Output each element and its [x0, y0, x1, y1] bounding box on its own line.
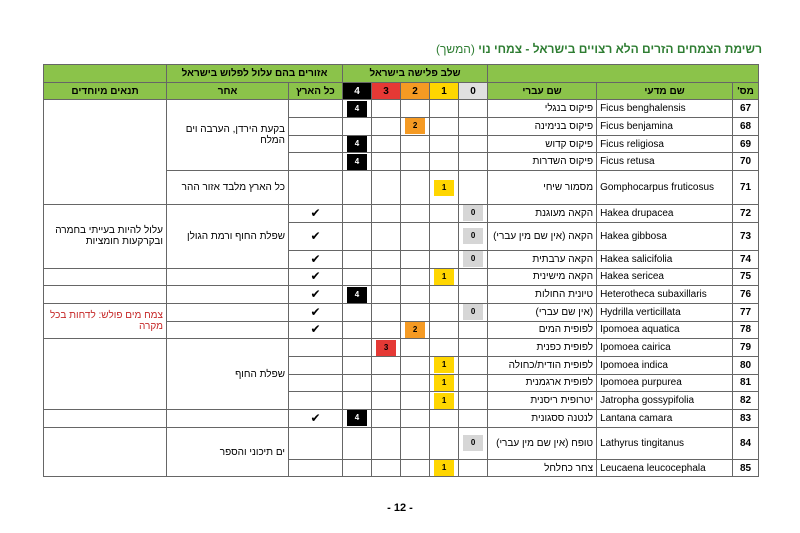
stage-cell	[401, 321, 430, 339]
row-heb: לפופית הודית/כחולה	[488, 356, 597, 374]
stage-cell	[459, 100, 488, 118]
stage-cell	[401, 459, 430, 477]
stage-cell	[430, 410, 459, 428]
row-all: ✔	[289, 222, 343, 250]
row-sci: Gomphocarpus fruticosus	[597, 171, 733, 205]
row-heb: יטרופית ריסנית	[488, 392, 597, 410]
condition-cell	[44, 100, 167, 205]
region-cell: בקעת הירדן, הערבה וים המלח	[167, 100, 289, 171]
row-sci: Ipomoea indica	[597, 356, 733, 374]
stage-cell	[372, 427, 401, 459]
stage-cell	[372, 222, 401, 250]
stage-badge: 1	[434, 375, 454, 391]
stage-cell	[459, 118, 488, 136]
stage-cell	[372, 250, 401, 268]
region-cell	[167, 303, 289, 321]
stage-cell	[459, 410, 488, 428]
region-cell	[167, 268, 289, 286]
row-num: 79	[733, 339, 759, 357]
stage-cell	[343, 339, 372, 357]
row-sci: Hakea drupacea	[597, 205, 733, 223]
stage-cell	[459, 321, 488, 339]
stage-badge: 4	[347, 136, 367, 152]
col-num: מס'	[733, 82, 759, 100]
row-num: 84	[733, 427, 759, 459]
stage-badge: 2	[405, 322, 425, 338]
col-heb: שם עברי	[488, 82, 597, 100]
header-stage: שלב פלישה בישראל	[343, 65, 488, 83]
row-heb: מסמור שיחי	[488, 171, 597, 205]
region-cell: שפלת החוף	[167, 339, 289, 410]
stage-cell	[401, 118, 430, 136]
row-sci: Ipomoea purpurea	[597, 374, 733, 392]
row-all	[289, 427, 343, 459]
row-all	[289, 356, 343, 374]
row-all	[289, 135, 343, 153]
stage-badge: 4	[347, 154, 367, 170]
condition-cell	[44, 339, 167, 410]
header-row-2	[44, 82, 759, 100]
stage-cell	[430, 321, 459, 339]
stage-cell	[401, 339, 430, 357]
stage-cell	[343, 268, 372, 286]
stage-badge: 4	[347, 287, 367, 303]
stage-cell	[372, 459, 401, 477]
stage-badge: 1	[434, 357, 454, 373]
stage-cell	[372, 392, 401, 410]
row-num: 68	[733, 118, 759, 136]
header-row-1	[44, 65, 759, 83]
stage-cell	[459, 356, 488, 374]
stage-cell	[401, 286, 430, 304]
stage-cell	[430, 356, 459, 374]
stage-cell	[343, 205, 372, 223]
table-row	[44, 410, 759, 428]
row-num: 75	[733, 268, 759, 286]
condition-cell: עלול להיות בעייתי בחמרה ובקרקעות חומציות	[44, 205, 167, 268]
row-heb: הקאה ערבתית	[488, 250, 597, 268]
row-all: ✔	[289, 286, 343, 304]
region-cell	[167, 286, 289, 304]
stage-badge: 1	[434, 269, 454, 285]
row-num: 70	[733, 153, 759, 171]
row-heb: לנטנה ססגונית	[488, 410, 597, 428]
header-empty	[488, 65, 759, 83]
stage-cell	[343, 374, 372, 392]
stage-badge: 0	[463, 251, 483, 267]
row-all: ✔	[289, 303, 343, 321]
condition-cell	[44, 427, 167, 477]
stage-cell	[372, 171, 401, 205]
stage-cell	[401, 135, 430, 153]
row-sci: Ficus benjamina	[597, 118, 733, 136]
stage-cell	[372, 268, 401, 286]
stage-cell	[372, 205, 401, 223]
stage-cell	[430, 392, 459, 410]
stage-cell	[430, 374, 459, 392]
stage-cell	[430, 205, 459, 223]
row-all: ✔	[289, 321, 343, 339]
stage-cell	[430, 153, 459, 171]
table-row	[44, 205, 759, 223]
stage-cell	[343, 356, 372, 374]
stage-cell	[372, 118, 401, 136]
stage-cell	[372, 374, 401, 392]
stage-badge: 4	[347, 410, 367, 426]
row-heb: פיקוס השדרות	[488, 153, 597, 171]
region-cell: שפלת החוף ורמת הגולן	[167, 205, 289, 268]
row-heb: פיקוס קדוש	[488, 135, 597, 153]
col-sci: שם מדעי	[597, 82, 733, 100]
condition-cell	[44, 286, 167, 304]
row-heb: לפופית ארגמנית	[488, 374, 597, 392]
row-heb: הקאה (אין שם מין עברי)	[488, 222, 597, 250]
row-num: 69	[733, 135, 759, 153]
stage-cell	[459, 459, 488, 477]
table-row	[44, 339, 759, 357]
row-sci: Ficus benghalensis	[597, 100, 733, 118]
stage-cell	[372, 100, 401, 118]
stage-cell	[343, 286, 372, 304]
stage-cell	[372, 356, 401, 374]
stage-cell	[372, 339, 401, 357]
stage-cell	[401, 356, 430, 374]
stage-badge: 0	[463, 228, 483, 244]
row-all	[289, 392, 343, 410]
stage-cell	[459, 339, 488, 357]
stage-cell	[459, 153, 488, 171]
col-stage-4: 4	[343, 82, 372, 100]
row-all: ✔	[289, 250, 343, 268]
stage-cell	[343, 100, 372, 118]
row-sci: Jatropha gossypifolia	[597, 392, 733, 410]
stage-cell	[430, 427, 459, 459]
stage-cell	[372, 303, 401, 321]
stage-badge: 2	[405, 118, 425, 134]
row-num: 83	[733, 410, 759, 428]
stage-cell	[343, 427, 372, 459]
row-all: ✔	[289, 410, 343, 428]
table-row	[44, 286, 759, 304]
stage-cell	[430, 268, 459, 286]
row-all	[289, 100, 343, 118]
stage-cell	[401, 222, 430, 250]
row-heb: טיונית החולות	[488, 286, 597, 304]
stage-cell	[401, 410, 430, 428]
row-all	[289, 374, 343, 392]
region-cell	[167, 410, 289, 428]
row-sci: Ficus retusa	[597, 153, 733, 171]
stage-cell	[343, 171, 372, 205]
row-all: ✔	[289, 268, 343, 286]
row-num: 74	[733, 250, 759, 268]
stage-cell	[459, 286, 488, 304]
stage-cell	[430, 222, 459, 250]
stage-cell	[430, 135, 459, 153]
row-all	[289, 339, 343, 357]
stage-badge: 0	[463, 304, 483, 320]
stage-badge: 0	[463, 205, 483, 221]
stage-cell	[372, 135, 401, 153]
stage-cell	[343, 222, 372, 250]
stage-cell	[430, 303, 459, 321]
row-sci: Ipomoea aquatica	[597, 321, 733, 339]
row-heb: לפופית כפנית	[488, 339, 597, 357]
stage-badge: 4	[347, 101, 367, 117]
region-cell	[167, 321, 289, 339]
stage-cell	[430, 250, 459, 268]
header-areas: אזורים בהם עלול לפלוש בישראל	[167, 65, 343, 83]
row-all	[289, 153, 343, 171]
stage-cell	[459, 135, 488, 153]
row-num: 80	[733, 356, 759, 374]
row-num: 85	[733, 459, 759, 477]
stage-cell	[430, 286, 459, 304]
col-stage-3: 3	[372, 82, 401, 100]
stage-cell	[401, 153, 430, 171]
stage-cell	[459, 268, 488, 286]
row-num: 67	[733, 100, 759, 118]
row-sci: Hydrilla verticillata	[597, 303, 733, 321]
table-row	[44, 303, 759, 321]
row-heb: צחר כחלחל	[488, 459, 597, 477]
row-num: 82	[733, 392, 759, 410]
row-heb: טופח (אין שם מין עברי)	[488, 427, 597, 459]
stage-cell	[401, 374, 430, 392]
row-heb: פיקוס בנימינה	[488, 118, 597, 136]
col-stage-0: 0	[459, 82, 488, 100]
stage-cell	[459, 171, 488, 205]
row-all: ✔	[289, 205, 343, 223]
stage-badge: 0	[463, 435, 483, 451]
stage-cell	[430, 100, 459, 118]
stage-cell	[343, 459, 372, 477]
stage-cell	[343, 303, 372, 321]
page-title: רשימת הצמחים הזרים הלא רצויים בישראל - צמחי נוי (המשך)	[436, 42, 762, 56]
stage-cell	[430, 459, 459, 477]
stage-badge: 1	[434, 393, 454, 409]
row-sci: Lathyrus tingitanus	[597, 427, 733, 459]
row-num: 76	[733, 286, 759, 304]
col-all: כל הארץ	[289, 82, 343, 100]
stage-badge: 3	[376, 340, 396, 356]
condition-cell: צמח מים פולש: לדחות בכל מקרה	[44, 303, 167, 338]
col-stage-1: 1	[430, 82, 459, 100]
row-sci: Lantana camara	[597, 410, 733, 428]
row-all	[289, 171, 343, 205]
stage-cell	[401, 205, 430, 223]
row-num: 72	[733, 205, 759, 223]
row-heb: הקאה מישינית	[488, 268, 597, 286]
stage-cell	[459, 303, 488, 321]
row-all	[289, 118, 343, 136]
table-row	[44, 427, 759, 459]
stage-cell	[372, 321, 401, 339]
stage-cell	[401, 100, 430, 118]
condition-cell	[44, 268, 167, 286]
stage-cell	[459, 374, 488, 392]
stage-cell	[459, 222, 488, 250]
stage-cell	[401, 427, 430, 459]
stage-cell	[459, 250, 488, 268]
col-special: תנאים מיוחדים	[44, 82, 167, 100]
row-sci: Hakea sericea	[597, 268, 733, 286]
stage-cell	[430, 171, 459, 205]
stage-cell	[372, 286, 401, 304]
table-row	[44, 268, 759, 286]
row-num: 71	[733, 171, 759, 205]
row-sci: Heterotheca subaxillaris	[597, 286, 733, 304]
table-row	[44, 100, 759, 118]
region-cell: כל הארץ מלבד אזור ההר	[167, 171, 289, 205]
stage-cell	[401, 392, 430, 410]
col-other: אחר	[167, 82, 289, 100]
row-sci: Ficus religiosa	[597, 135, 733, 153]
stage-cell	[401, 171, 430, 205]
stage-cell	[372, 410, 401, 428]
stage-cell	[401, 250, 430, 268]
stage-badge: 1	[434, 460, 454, 476]
stage-cell	[459, 205, 488, 223]
stage-cell	[459, 427, 488, 459]
header-empty-2	[44, 65, 167, 83]
row-heb: לפופית המים	[488, 321, 597, 339]
row-heb: (אין שם עברי)	[488, 303, 597, 321]
row-num: 77	[733, 303, 759, 321]
row-sci: Hakea salicifolia	[597, 250, 733, 268]
stage-cell	[430, 118, 459, 136]
stage-cell	[401, 268, 430, 286]
region-cell: ים תיכוני והספר	[167, 427, 289, 477]
col-stage-2: 2	[401, 82, 430, 100]
stage-cell	[343, 118, 372, 136]
stage-cell	[430, 339, 459, 357]
row-sci: Ipomoea cairica	[597, 339, 733, 357]
stage-badge: 1	[434, 180, 454, 196]
stage-cell	[459, 392, 488, 410]
row-heb: פיקוס בנגלי	[488, 100, 597, 118]
row-heb: הקאה מעוגנת	[488, 205, 597, 223]
row-sci: Leucaena leucocephala	[597, 459, 733, 477]
stage-cell	[343, 321, 372, 339]
row-all	[289, 459, 343, 477]
row-num: 78	[733, 321, 759, 339]
row-sci: Hakea gibbosa	[597, 222, 733, 250]
stage-cell	[372, 153, 401, 171]
row-num: 81	[733, 374, 759, 392]
invasive-plants-table	[43, 64, 759, 477]
stage-cell	[343, 153, 372, 171]
page-number: - 12 -	[387, 502, 413, 514]
stage-cell	[343, 135, 372, 153]
stage-cell	[343, 392, 372, 410]
stage-cell	[401, 303, 430, 321]
stage-cell	[343, 250, 372, 268]
condition-cell	[44, 410, 167, 428]
stage-cell	[343, 410, 372, 428]
row-num: 73	[733, 222, 759, 250]
